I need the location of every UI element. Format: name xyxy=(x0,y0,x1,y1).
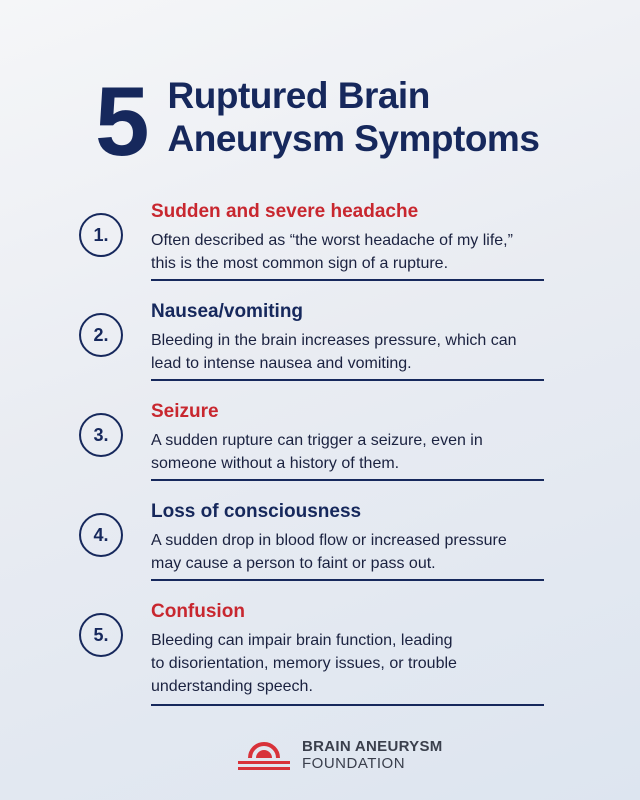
item-desc-line: this is the most common sign of a rupture. xyxy=(151,255,449,272)
item-divider xyxy=(151,279,544,281)
item-divider xyxy=(151,379,544,381)
brain-aneurysm-foundation-logo-icon xyxy=(236,735,292,775)
item-number-circle: 2. xyxy=(79,313,123,357)
item-desc-line: understanding speech. xyxy=(151,678,313,695)
item-number-circle: 1. xyxy=(79,213,123,257)
brand-line-2: FOUNDATION xyxy=(302,755,406,772)
page-header xyxy=(95,66,540,176)
item-desc-line: A sudden rupture can trigger a seizure, even in xyxy=(151,432,483,449)
header-number: 5 xyxy=(95,66,148,176)
item-title: Nausea/vomiting xyxy=(151,301,304,322)
item-desc-line: to disorientation, memory issues, or trouble xyxy=(151,655,457,672)
item-divider xyxy=(151,479,544,481)
item-desc-line: someone without a history of them. xyxy=(151,455,400,472)
brand-line-1: BRAIN ANEURYSM xyxy=(302,738,443,755)
item-title: Seizure xyxy=(151,401,219,422)
item-divider xyxy=(151,704,544,706)
title-line-2: Aneurysm Symptoms xyxy=(167,118,540,159)
brand-name xyxy=(302,738,443,772)
item-title: Sudden and severe headache xyxy=(151,201,419,222)
item-description xyxy=(151,529,551,575)
item-title: Confusion xyxy=(151,601,245,622)
item-description xyxy=(151,229,551,275)
item-number-circle: 4. xyxy=(79,513,123,557)
item-description xyxy=(151,629,551,698)
item-description xyxy=(151,329,551,375)
brand-logo xyxy=(236,735,443,775)
item-desc-line: Often described as “the worst headache of my life,” xyxy=(151,232,513,249)
page-title xyxy=(168,74,540,160)
item-number-circle: 5. xyxy=(79,613,123,657)
item-desc-line: A sudden drop in blood flow or increased pressure xyxy=(151,532,507,549)
item-description xyxy=(151,429,551,475)
item-desc-line: may cause a person to faint or pass out. xyxy=(151,555,436,572)
item-desc-line: Bleeding in the brain increases pressure, which can xyxy=(151,332,517,349)
item-desc-line: Bleeding can impair brain function, leading xyxy=(151,632,453,649)
item-number-circle: 3. xyxy=(79,413,123,457)
title-line-1: Ruptured Brain xyxy=(167,75,430,116)
item-divider xyxy=(151,579,544,581)
item-title: Loss of consciousness xyxy=(151,501,362,522)
item-desc-line: lead to intense nausea and vomiting. xyxy=(151,355,412,372)
